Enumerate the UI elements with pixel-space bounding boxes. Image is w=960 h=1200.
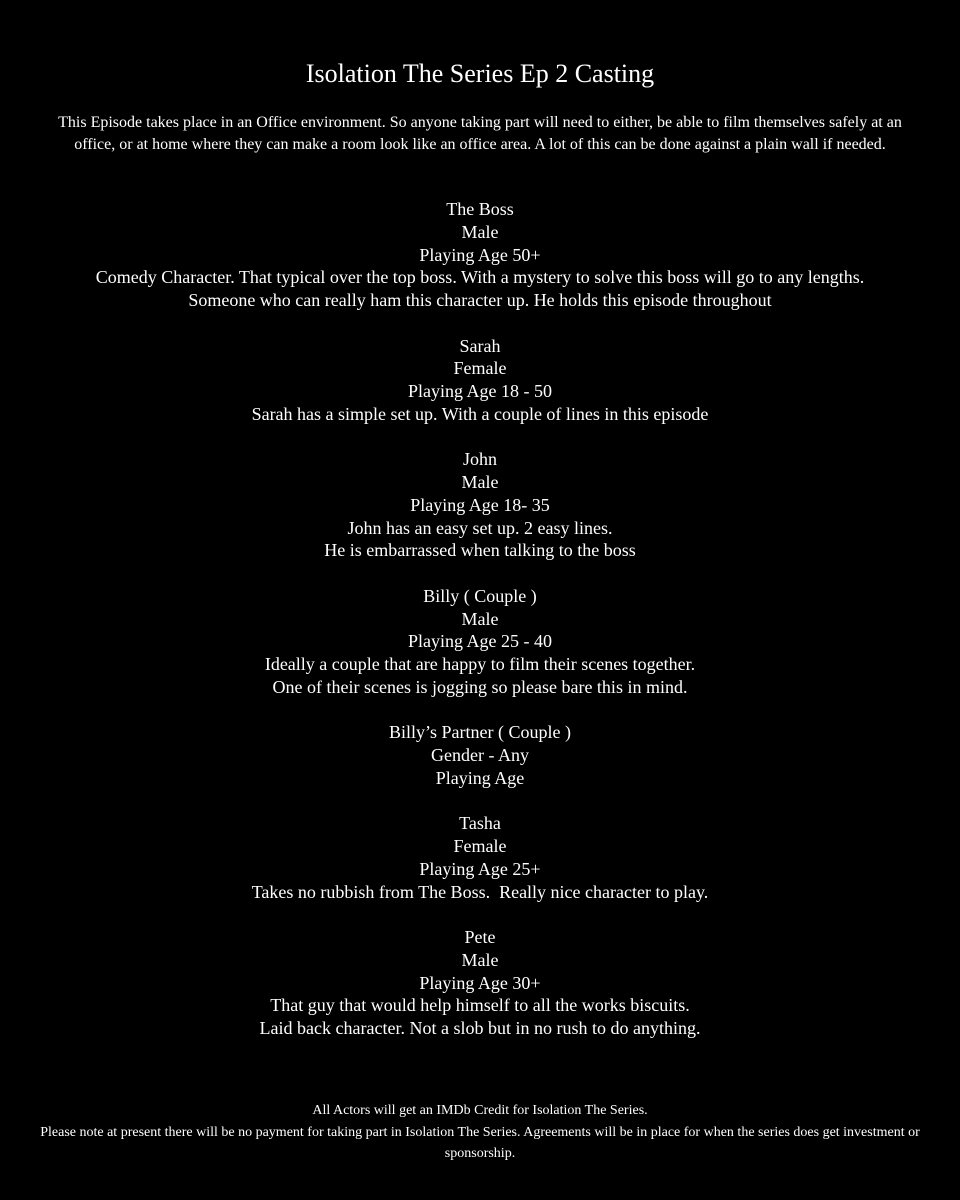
role-age: Playing Age 50+ [419, 244, 541, 265]
role-gender: Male [461, 472, 499, 492]
role-description-line: Laid back character. Not a slob but in no rush to do anything. [259, 1018, 701, 1038]
role-gender: Male [461, 949, 499, 970]
role-name: Billy’s Partner ( Couple ) [389, 722, 571, 743]
roles-list [0, 198, 960, 1063]
role-billys-partner [0, 721, 960, 789]
intro-paragraph: This Episode takes place in an Office environment. So anyone taking part will need to either, be able to film themselves safely at an office, or at home where they can make a room look like an office area. A lot of this can be done against a plain wall if needed. [58, 114, 902, 153]
role-tasha [0, 812, 960, 903]
role-age: Playing Age 18- 35 [410, 494, 550, 515]
role-description-line: Comedy Character. That typical over the top boss. With a mystery to solve this boss will go to any lengths. [95, 267, 865, 288]
role-gender: Gender - Any [431, 745, 529, 765]
role-name: Tasha [459, 813, 501, 834]
role-name: Sarah [459, 335, 501, 356]
role-age: Playing Age 25+ [419, 858, 541, 879]
role-gender: Female [453, 836, 507, 856]
imdb-credit-note: All Actors will get an IMDb Credit for Isolation The Series. [312, 1103, 648, 1118]
document-title: Isolation The Series Ep 2 Casting [305, 59, 655, 88]
footer-note [20, 1100, 940, 1165]
role-age: Playing Age [435, 767, 525, 788]
role-description-line: Sarah has a simple set up. With a couple of lines in this episode [251, 403, 709, 424]
role-name: Billy ( Couple ) [423, 585, 537, 606]
role-age: Playing Age 30+ [419, 972, 541, 993]
role-description-line: He is embarrassed when talking to the boss [324, 540, 636, 561]
role-billy [0, 585, 960, 699]
role-age: Playing Age 25 - 40 [408, 631, 552, 652]
role-description-line: One of their scenes is jogging so please bare this in mind. [272, 676, 688, 697]
role-description-line: Takes no rubbish from The Boss. Really nice character to play. [251, 881, 709, 902]
role-sarah [0, 335, 960, 426]
role-gender: Male [461, 608, 499, 629]
role-age: Playing Age 18 - 50 [408, 381, 552, 401]
role-name: Pete [464, 927, 496, 947]
role-the-boss [0, 198, 960, 312]
role-description-line: John has an easy set up. 2 easy lines. [347, 517, 613, 538]
role-name: John [462, 449, 497, 470]
role-description-line: That guy that would help himself to all the works biscuits. [270, 995, 690, 1016]
role-gender: Male [461, 221, 499, 242]
payment-note: Please note at present there will be no payment for taking part in Isolation The Series. Agreements will be in place for when the series does get investment or sponsorship. [40, 1124, 920, 1161]
role-pete [0, 926, 960, 1040]
role-description-line: Ideally a couple that are happy to film their scenes together. [264, 654, 696, 674]
role-john [0, 448, 960, 562]
role-gender: Female [453, 358, 507, 379]
role-name: The Boss [446, 199, 514, 219]
role-description-line: Someone who can really ham this character up. He holds this episode throughout [188, 290, 772, 310]
